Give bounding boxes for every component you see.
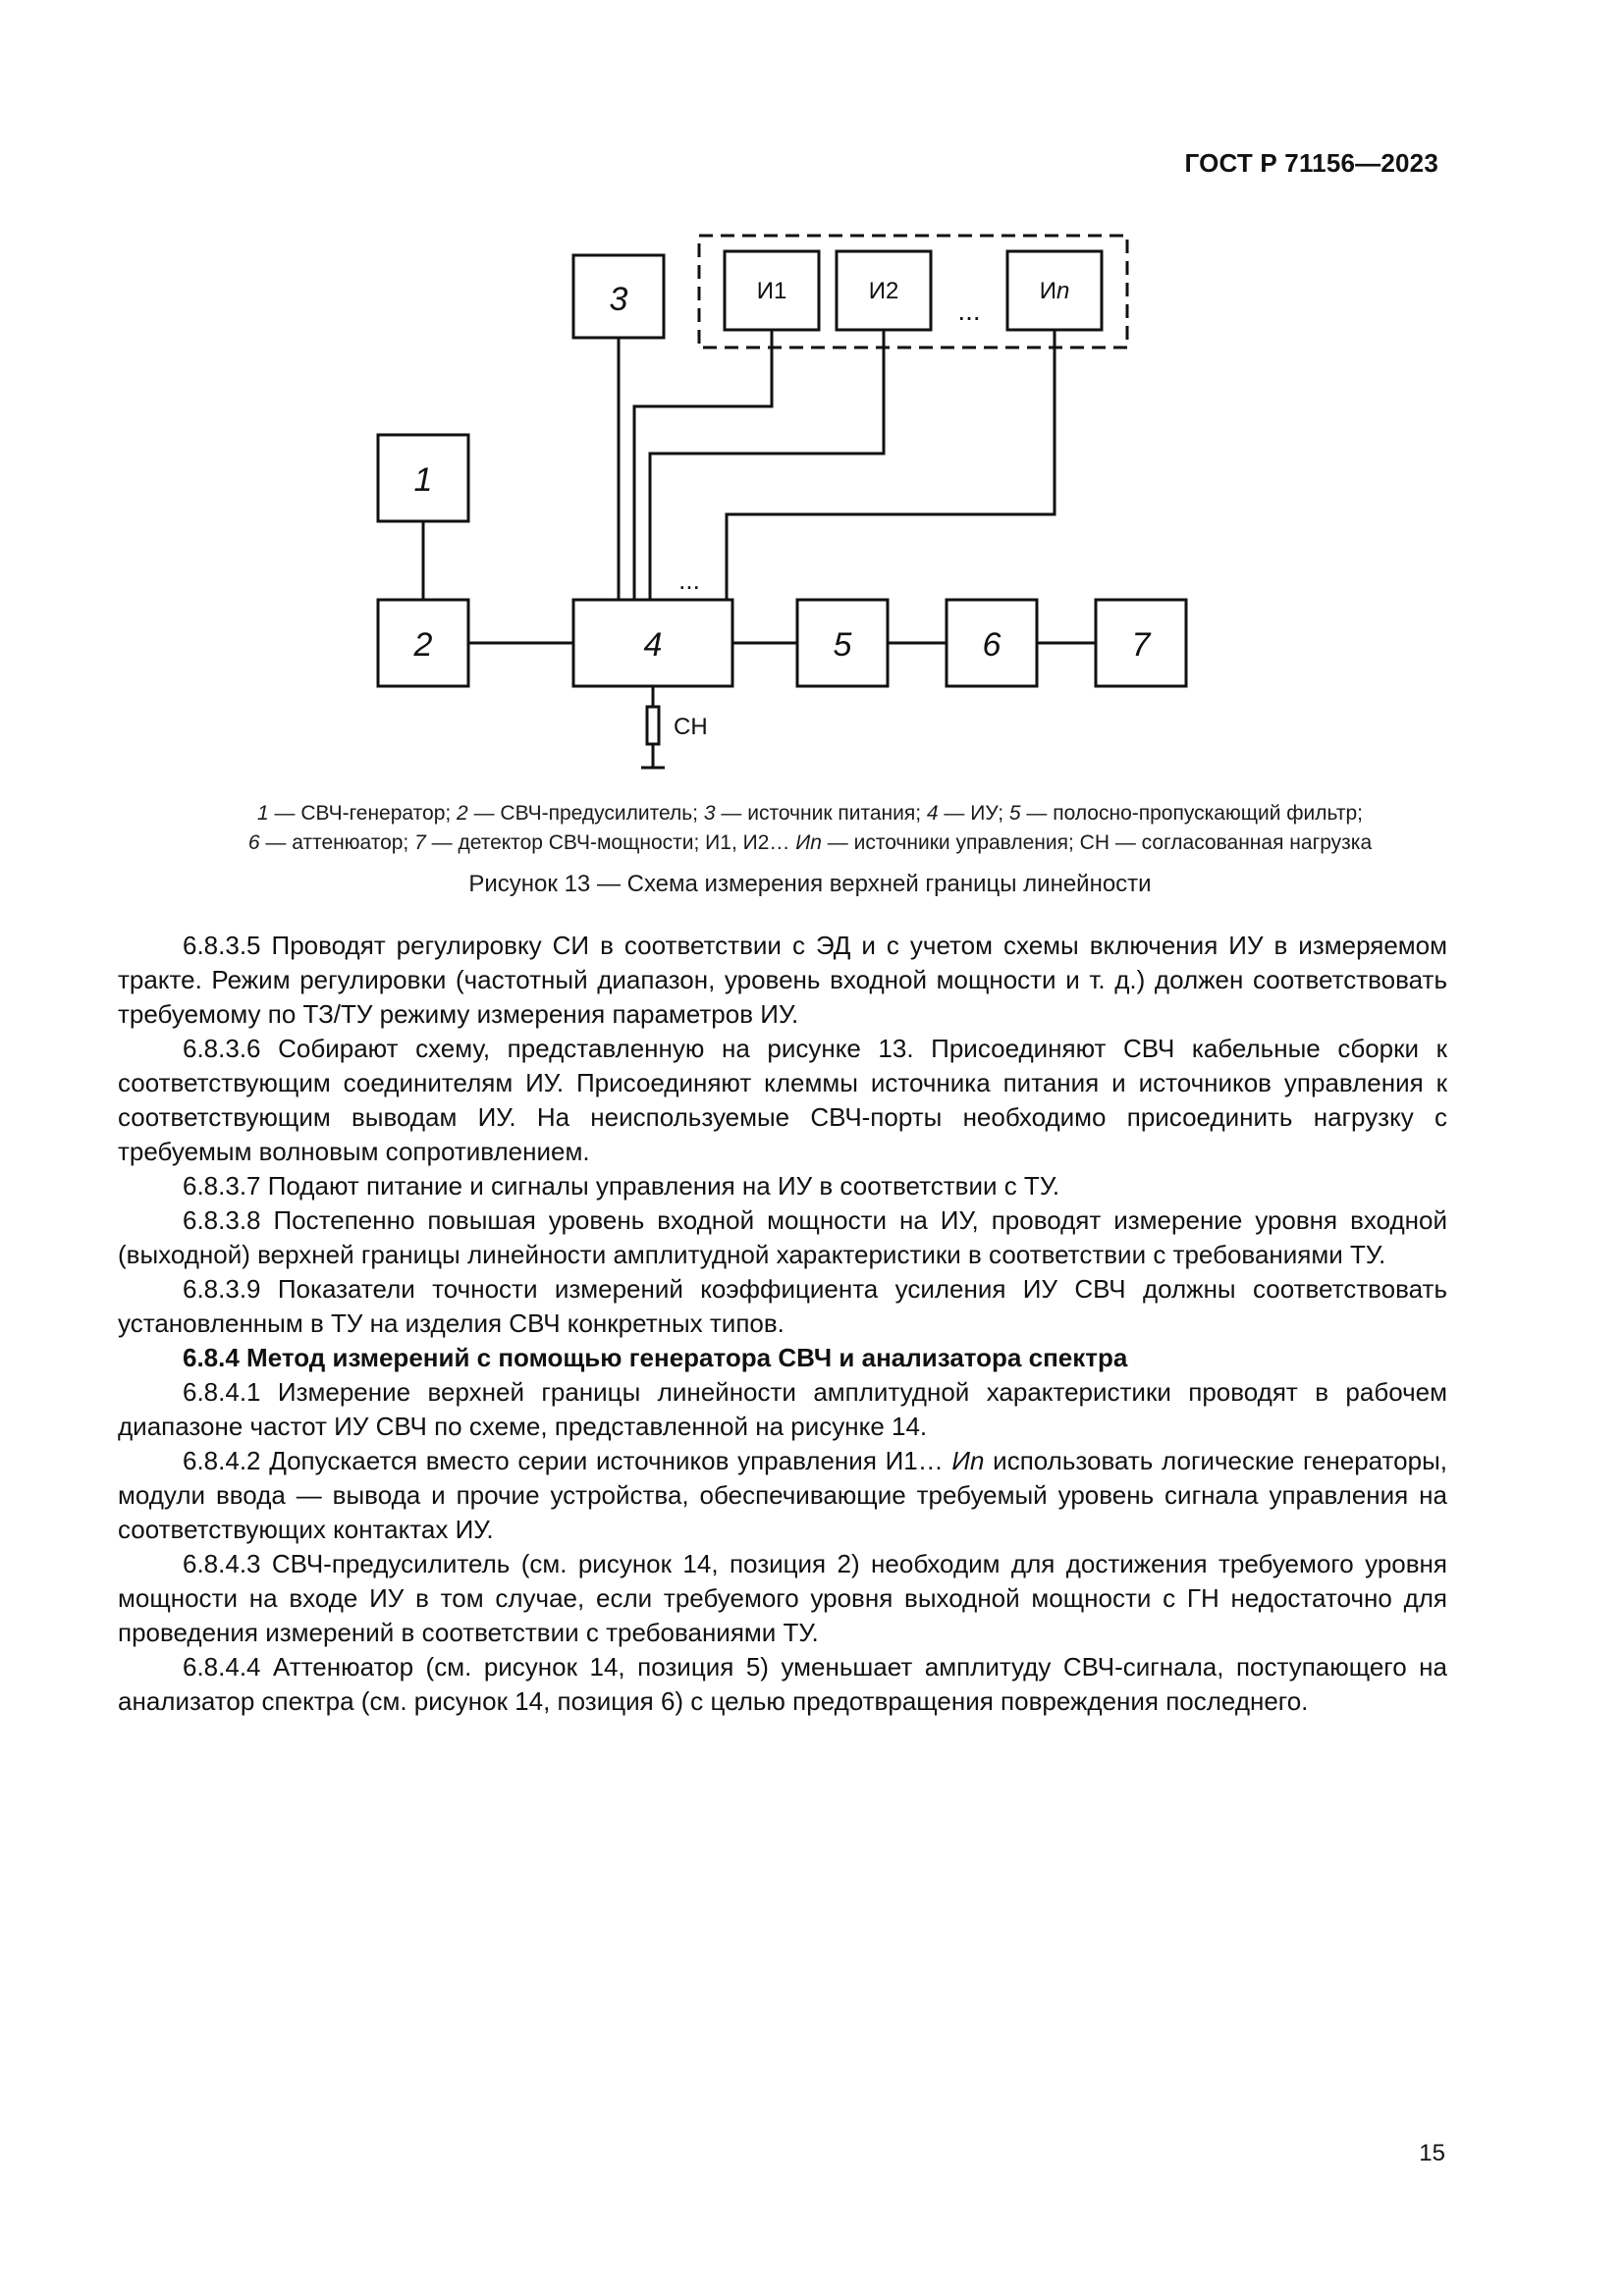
paragraph-6-8-3-7: 6.8.3.7 Подают питание и сигналы управления на ИУ в соответствии с ТУ. (183, 1171, 1060, 1201)
legend-4-num: 4 (926, 802, 939, 825)
paragraph-6-8-4-3: 6.8.4.3 СВЧ-предусилитель (см. рисунок 14, позиция 2) необходим для достижения требуемого уровня мощности на входе ИУ в том случае, если требуемого уровня выходной мощности с ГН недостаточно для проведения измерений в соответствии с требованиями ТУ. (118, 1549, 1447, 1647)
block-6-label: 6 (982, 626, 1001, 664)
figure-13-diagram (0, 0, 1624, 785)
legend-3-text: — источник питания; (715, 802, 927, 825)
legend-6-text: — аттенюатор; (259, 831, 415, 854)
wire-i1-4 (634, 330, 772, 600)
paragraph-6-8-3-6: 6.8.3.6 Собирают схему, представленную на рисунке 13. Присоединяют СВЧ кабельные сборки к соответствующим соединителям ИУ. Присоединяют клеммы источника питания и источников управления к соответствующим выводам ИУ. На неиспользуемые СВЧ-порты необходимо присоединить нагрузку с требуемым волновым сопротивлением. (118, 1034, 1447, 1166)
matched-load-resistor (647, 707, 659, 744)
block-4-label: 4 (643, 626, 663, 664)
block-2-label: 2 (413, 626, 433, 664)
legend-end-text: — источники управления; СН — согласованная нагрузка (821, 831, 1373, 854)
block-in-label (1040, 278, 1070, 304)
body-text (118, 929, 1447, 1719)
matched-load-label: СН (674, 714, 708, 740)
block-1-label: 1 (413, 461, 433, 499)
legend-2-num: 2 (457, 802, 468, 825)
block-5-label: 5 (833, 626, 852, 664)
legend-5-num: 5 (1008, 802, 1021, 825)
block-7-label: 7 (1131, 626, 1151, 664)
paragraph-6-8-3-8: 6.8.3.8 Постепенно повышая уровень входной мощности на ИУ, проводят измерение уровня входной (выходной) верхней границы линейности амплитудной характеристики в соответствии с требованиями ТУ. (118, 1205, 1447, 1269)
paragraph-6-8-3-9: 6.8.3.9 Показатели точности измерений коэффициента усиления ИУ СВЧ должны соответствовать установленным в ТУ на изделия СВЧ конкретных типов. (118, 1274, 1447, 1338)
paragraph-6-8-3-5: 6.8.3.5 Проводят регулировку СИ в соответствии с ЭД и с учетом схемы включения ИУ в измеряемом тракте. Режим регулировки (частотный диапазон, уровень входной мощности и т. д.) должен соответствовать требуемому по ТЗ/ТУ режиму измерения параметров ИУ. (118, 931, 1447, 1029)
legend-in: Иn (795, 831, 822, 854)
figure-legend (128, 799, 1492, 858)
legend-4-text: — ИУ; (938, 802, 1009, 825)
legend-6-num: 6 (247, 831, 260, 854)
paragraph-6-8-4-4: 6.8.4.4 Аттенюатор (см. рисунок 14, позиция 5) уменьшает амплитуду СВЧ-сигнала, поступающего на анализатор спектра (см. рисунок 14, позиция 6) с целью предотвращения повреждения последнего. (118, 1652, 1447, 1716)
p8-part-b: использовать логические генераторы, модули ввода — вывода и прочие устройства, обеспечивающие требуемый уровень сигнала управления на соответствующих контактах ИУ. (118, 1446, 1447, 1544)
p8-italic: Иn (951, 1446, 985, 1475)
wire-i2-4 (650, 330, 884, 600)
wire-in-4 (727, 330, 1055, 600)
legend-line-1 (128, 799, 1492, 828)
legend-7-num: 7 (414, 831, 426, 854)
legend-3-num: 3 (703, 802, 716, 825)
figure-caption: Рисунок 13 — Схема измерения верхней границы линейности (468, 871, 1152, 897)
page-number: 15 (1419, 2140, 1445, 2166)
legend-1-text: — СВЧ-генератор; (268, 802, 458, 825)
legend-1-num: 1 (257, 802, 269, 825)
block-i2-label: И2 (868, 278, 899, 304)
paragraph-6-8-4-2 (118, 1444, 1447, 1547)
block-in-suffix: n (1056, 278, 1070, 304)
block-in-prefix: И (1039, 278, 1056, 304)
dots-sources: ... (957, 295, 981, 326)
legend-2-text: — СВЧ-предусилитель; (467, 802, 704, 825)
legend-7-text: — детектор СВЧ-мощности; И1, И2… (425, 831, 796, 854)
document-header: ГОСТ Р 71156—2023 (1184, 148, 1438, 178)
legend-5-text: — полосно-пропускающий фильтр; (1020, 802, 1363, 825)
block-3-label: 3 (609, 281, 628, 318)
schematic-svg (0, 0, 1624, 785)
paragraph-6-8-4-1: 6.8.4.1 Измерение верхней границы линейности амплитудной характеристики проводят в рабочем диапазоне частот ИУ СВЧ по схеме, представленной на рисунке 14. (118, 1377, 1447, 1441)
block-i1-label: И1 (756, 278, 787, 304)
legend-line-2 (128, 828, 1492, 858)
section-heading-6-8-4: 6.8.4 Метод измерений с помощью генератора СВЧ и анализатора спектра (183, 1343, 1128, 1372)
p8-part-a: 6.8.4.2 Допускается вместо серии источников управления И1… (183, 1446, 952, 1475)
dots-inputs: ... (678, 565, 700, 595)
